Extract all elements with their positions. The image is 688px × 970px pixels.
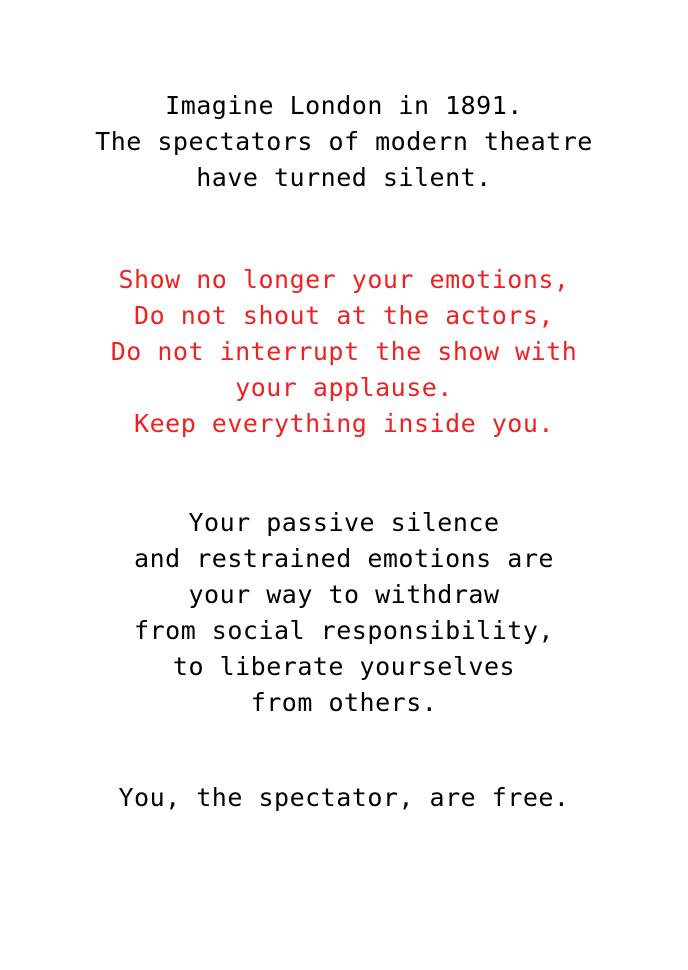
text-block-intro <box>0 88 688 196</box>
text-block-closing <box>0 780 688 816</box>
text-line: have turned silent. <box>196 163 492 192</box>
text-line: from others. <box>250 688 438 717</box>
text-line: Show no longer your emotions, <box>118 265 570 294</box>
text-line: and restrained emotions are <box>134 544 554 573</box>
text-block-reflection <box>0 505 688 721</box>
text-line: your applause. <box>235 373 453 402</box>
text-block-commands <box>0 262 688 442</box>
text-line: The spectators of modern theatre <box>95 127 593 156</box>
text-line: Your passive silence <box>188 508 500 537</box>
text-line: from social responsibility, <box>134 616 554 645</box>
text-line: Imagine London in 1891. <box>165 91 523 120</box>
text-line: Keep everything inside you. <box>134 409 554 438</box>
text-line: Do not interrupt the show with <box>110 337 578 366</box>
text-line: You, the spectator, are free. <box>118 783 570 812</box>
text-line: to liberate yourselves <box>172 652 516 681</box>
text-line: Do not shout at the actors, <box>134 301 554 330</box>
text-line: your way to withdraw <box>188 580 500 609</box>
